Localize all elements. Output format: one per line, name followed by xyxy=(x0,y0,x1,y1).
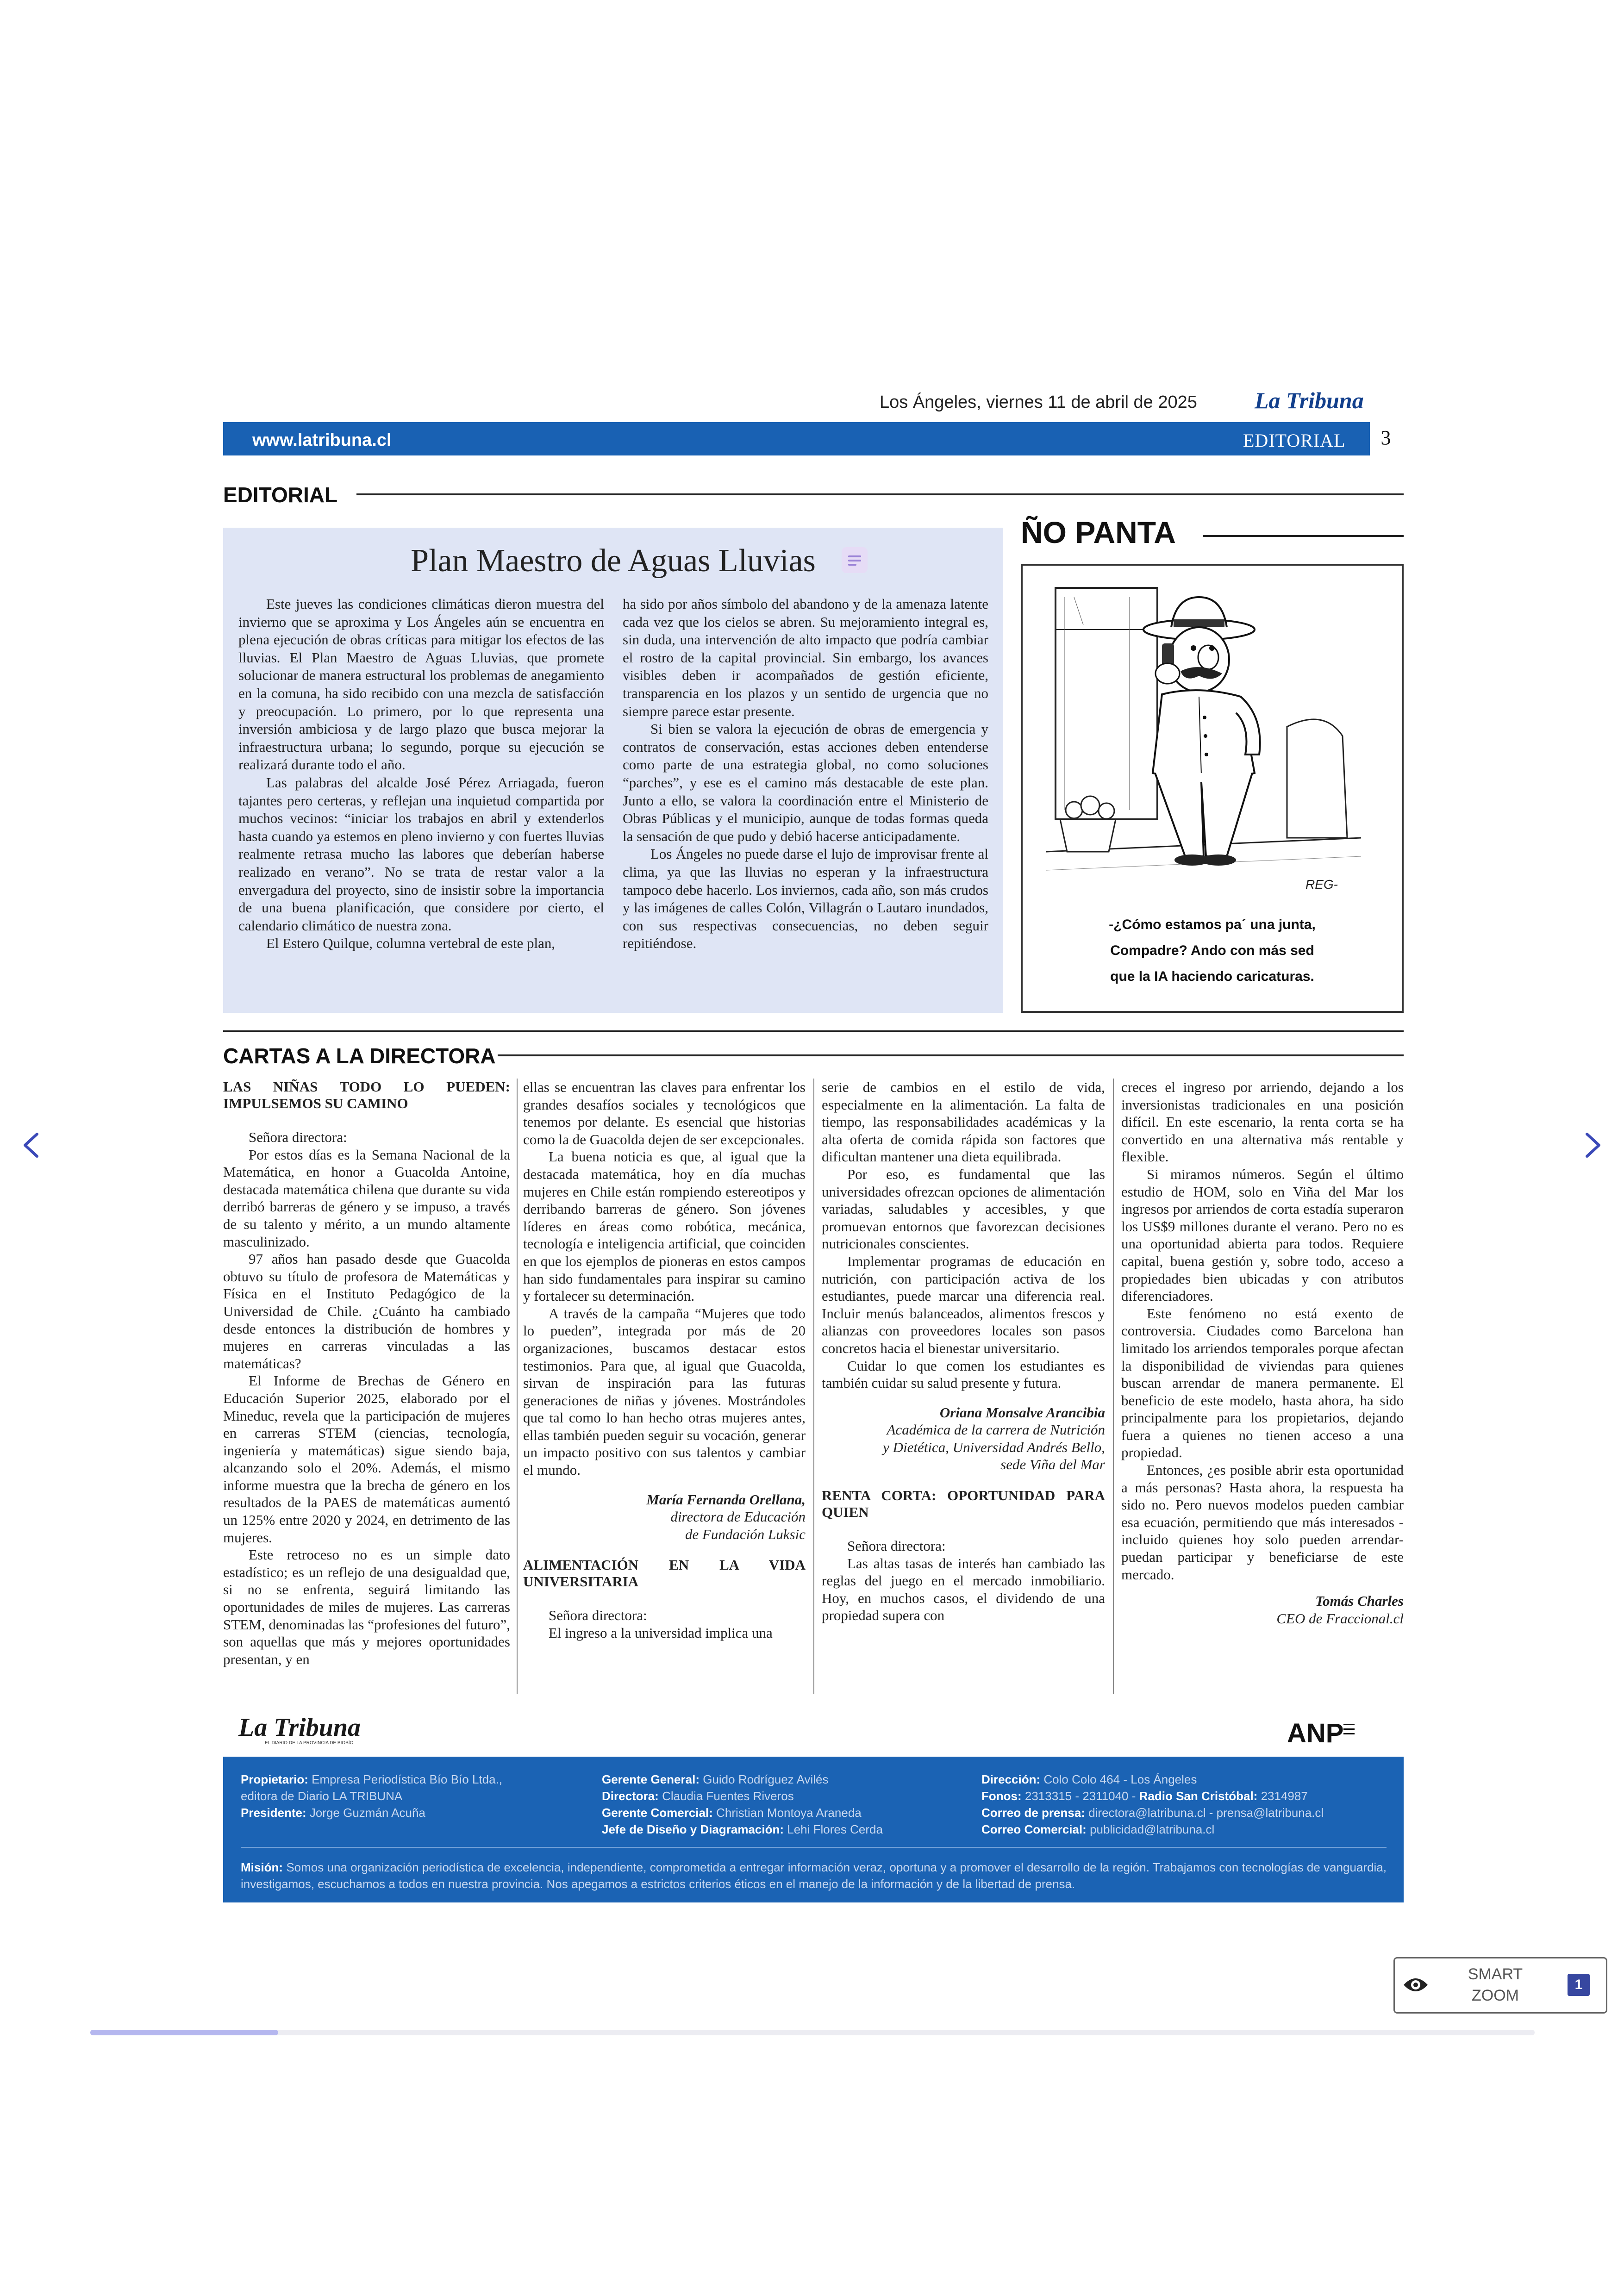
editorial-column-1 xyxy=(238,595,604,953)
eye-icon xyxy=(1403,1975,1429,1995)
letter-paragraph: Por eso, es fundamental que las universidades ofrezcan opciones de alimentación variadas, saludables y accesibles, y que promuevan entornos que favorezcan decisiones nutricionales conscientes. xyxy=(822,1166,1105,1252)
footer-value: Colo Colo 464 - Los Ángeles xyxy=(1043,1772,1197,1786)
editorial-heading-rule xyxy=(356,493,1404,495)
caption-line: que la IA haciendo caricaturas. xyxy=(1110,969,1314,984)
signature-name: María Fernanda Orellana, xyxy=(646,1491,806,1508)
next-page-arrow-icon[interactable] xyxy=(1579,1131,1606,1159)
footer-value: Jorge Guzmán Acuña xyxy=(309,1806,425,1820)
anp-logo-text: ANP xyxy=(1287,1718,1344,1748)
section-label: EDITORIAL xyxy=(1243,430,1346,451)
cartas-heading: CARTAS A LA DIRECTORA xyxy=(223,1044,496,1068)
footer-key: Propietario: xyxy=(241,1772,308,1786)
letters-column-1 xyxy=(223,1079,510,1668)
footer-value: Guido Rodríguez Avilés xyxy=(703,1772,829,1786)
letter-paragraph: Este retroceso no es un simple dato estadístico; es un reflejo de una desigualdad que, si no se enfrenta, seguirá limitando las oportunidades de miles de mujeres. Las carreras STEM, denominadas las “profesiones del futuro”, son aquellas que más y mejores oportunidades presentan, y en xyxy=(223,1547,510,1667)
nopanta-heading: ÑO PANTA xyxy=(1021,515,1176,549)
caption-line: Compadre? Ando con más sed xyxy=(1110,943,1314,958)
footer-column-3 xyxy=(981,1771,1324,1838)
footer-logo: La Tribuna xyxy=(238,1713,361,1742)
letter-paragraph: 97 años han pasado desde que Guacolda obtuvo su título de profesora de Matemáticas y Física en el Instituto Pedagógico de la Universidad de Chile. ¿Cuánto ha cambiado desde entonces la distribución de hombres y mujeres en carreras vinculadas a las matemáticas? xyxy=(223,1251,510,1372)
letter-paragraph: ellas se encuentran las claves para enfrentar los grandes desafíos sociales y tecnológicos que tenemos por delante. Es esencial que historias como la de Guacolda dejen de ser excepcionales. xyxy=(523,1079,806,1148)
footer-key: Directora: xyxy=(602,1789,659,1803)
letter-signature xyxy=(523,1491,806,1543)
letter-paragraph: Si miramos números. Según el último estudio de HOM, solo en Viña del Mar los ingresos por arriendos de corta estadía superaron los US$9 millones durante el verano. Pero no es una oportunidad abierta para todos. Requiere capital, buena gestión y, sobre todo, acceso a propiedades bien ubicadas y con atributos diferenciadores. xyxy=(1121,1166,1404,1304)
footer-key: Presidente: xyxy=(241,1806,306,1820)
reading-progress-fill xyxy=(90,2030,278,2035)
editorial-column-2 xyxy=(623,595,988,953)
caption-line: -¿Cómo estamos pa´ una junta, xyxy=(1109,917,1316,932)
letter-paragraph: El Informe de Brechas de Género en Educación Superior 2025, elaborado por el Mineduc, revela que la participación de mujeres en carreras STEM (ciencias, tecnología, ingeniería y matemáticas) sigue siendo baja, alcanzando solo el 20%. Además, el mismo informe muestra que la brecha de género en los resultados de la PAES de matemáticas aumentó un 125% entre 2020 y 2024, en detrimento de las mujeres. xyxy=(223,1372,510,1546)
footer-mission xyxy=(241,1859,1387,1892)
column-divider xyxy=(517,1079,518,1694)
prev-page-arrow-icon[interactable] xyxy=(18,1131,45,1159)
footer-value: Claudia Fuentes Riveros xyxy=(662,1789,794,1803)
letter-title: LAS NIÑAS TODO LO PUEDEN: IMPULSEMOS SU CAMINO xyxy=(223,1079,510,1111)
footer-email-link[interactable]: directora@latribuna.cl - prensa@latribuna.cl xyxy=(1088,1806,1324,1820)
signature-org: sede Viña del Mar xyxy=(1000,1456,1105,1473)
footer-key: Misión: xyxy=(241,1860,283,1874)
letter-signature xyxy=(822,1404,1105,1473)
signature-org: y Dietética, Universidad Andrés Bello, xyxy=(883,1439,1105,1455)
signature-name: Tomás Charles xyxy=(1315,1593,1404,1609)
letter-paragraph: Entonces, ¿es posible abrir esta oportunidad a más personas? Hasta ahora, la respuesta ha sido no. Pero nuevos modelos pueden cambiar esa ecuación, permitiendo que más interesados -incluido quienes hoy solo pueden arrendar- puedan participar y beneficiarse de este mercado. xyxy=(1121,1462,1404,1583)
reading-progress-track[interactable] xyxy=(90,2030,1535,2035)
footer-rule xyxy=(241,1847,1387,1848)
smart-zoom-label-line: SMART xyxy=(1468,1965,1523,1983)
cartoonist-signature: REG- xyxy=(1305,877,1338,892)
footer-value: Somos una organización periodística de excelencia, independiente, comprometida a entregar información veraz, oportuna y a promover el desarrollo de la región. Trabajamos con tecnologías de vanguardia, investigamos, escuchamos a todos en nuestra provincia. Nos apegamos a estrictos criterios éticos en el manejo de la información y de la libertad de prensa. xyxy=(241,1860,1387,1891)
header-logo: La Tribuna xyxy=(1255,387,1364,413)
column-divider xyxy=(813,1079,814,1694)
editorial-title: Plan Maestro de Aguas Lluvias xyxy=(411,543,816,579)
footer-key: Gerente Comercial: xyxy=(602,1806,713,1820)
footer-value: 2313315 - 2311040 - xyxy=(1024,1789,1136,1803)
signature-org: de Fundación Luksic xyxy=(685,1526,806,1542)
letters-column-3 xyxy=(822,1079,1105,1624)
editorial-paragraph: Este jueves las condiciones climáticas dieron muestra del invierno que se aproxima y Los Ángeles aún se encuentra en plena ejecución de obras críticas para mitigar los efectos de las lluvias. El Plan Maestro de Aguas Lluvias, que promete solucionar de manera estructural los problemas de anegamiento en la comuna, ha sido recibido con una mezcla de satisfacción y preocupación. Lo primero, por lo que representa una inversión ambiciosa y de largo plazo que busca mejorar la infraestructura urbana; lo segundo, porque su ejecución se realizará durante todo el año. xyxy=(238,596,604,773)
letter-title: ALIMENTACIÓN EN LA VIDA UNIVERSITARIA xyxy=(523,1557,806,1590)
letter-salutation: Señora directora: xyxy=(549,1607,647,1624)
letter-paragraph: serie de cambios en el estilo de vida, especialmente en la alimentación. La falta de tiempo, las responsabilidades académicas y la alta oferta de comida rápida son factores que dificultan mantener una dieta equilibrada. xyxy=(822,1079,1105,1165)
letter-signature xyxy=(1121,1592,1404,1627)
letter-paragraph: Por estos días es la Semana Nacional de la Matemática, en honor a Guacolda Antoine, destacada matemática chilena que durante su vida derribó barreras de género y se impuso, a través de su talento y mérito, a un mundo altamente masculinizado. xyxy=(223,1146,510,1250)
footer-value: Lehi Flores Cerda xyxy=(787,1822,883,1836)
letter-paragraph: Cuidar lo que comen los estudiantes es también cuidar su salud presente y futura. xyxy=(822,1357,1105,1391)
footer-value: Christian Montoya Araneda xyxy=(716,1806,862,1820)
editorial-paragraph: Si bien se valora la ejecución de obras de emergencia y contratos de conservación, estas acciones deben entenderse como parte de una estrategia global, no como soluciones “parches”, y ese es el camino más destacable de este plan. Junto a ello, se valora la coordinación entre el Ministerio de Obras Públicas y el municipio, aunque de todas formas queda la sensación de que pudo y debió hacerse anticipadamente. xyxy=(623,721,988,844)
header-date: Los Ángeles, viernes 11 de abril de 2025 xyxy=(880,393,1197,412)
section-divider xyxy=(223,1030,1404,1032)
footer-value: editora de Diario LA TRIBUNA xyxy=(241,1789,403,1803)
footer-key: Correo de prensa: xyxy=(981,1806,1085,1820)
editorial-paragraph: Los Ángeles no puede darse el lujo de improvisar frente al clima, ya que las lluvias no esperan y la infraestructura tampoco debe hacerlo. Los inviernos, cada año, son más crudos y las imágenes de calles Colón, Villagrán o Lautaro inundados, con sus respectivas consecuencias, no deben seguir repitiéndose. xyxy=(623,846,988,952)
cartas-heading-rule xyxy=(498,1054,1404,1056)
footer-key: Fonos: xyxy=(981,1789,1022,1803)
footer-logo-subtitle: EL DIARIO DE LA PROVINCIA DE BIOBÍO xyxy=(265,1740,354,1746)
footer-column-2 xyxy=(602,1771,883,1838)
signature-name: Oriana Monsalve Arancibia xyxy=(939,1404,1105,1421)
note-icon[interactable] xyxy=(842,547,868,573)
letters-column-2 xyxy=(523,1079,806,1642)
page-number: 3 xyxy=(1380,426,1391,449)
letters-column-4 xyxy=(1121,1079,1404,1627)
letter-paragraph: A través de la campaña “Mujeres que todo lo pueden”, integrada por más de 20 organizaciones, buscamos destacar estos testimonios. Para que, al igual que Guacolda, sirvan de inspiración para las futuras generaciones de niñas y jóvenes. Mostrándoles que tal como lo han hecho otras mujeres antes, ellas también pueden seguir su vocación, generar un impacto positivo con sus talentos y cambiar el mundo. xyxy=(523,1305,806,1478)
column-divider xyxy=(1113,1079,1114,1694)
letter-paragraph: La buena noticia es que, al igual que la destacada matemática, hoy en día muchas mujeres en Chile están rompiendo estereotipos y derribando barreras de género. Son jóvenes líderes en áreas como robótica, mecánica, tecnología e inteligencia artificial, que coinciden en que los ejemplos de pioneras en estos campos han sido fundamentales para inspirar su camino y fortalecer su determinación. xyxy=(523,1148,806,1304)
footer-key: Correo Comercial: xyxy=(981,1822,1087,1836)
footer-key: Jefe de Diseño y Diagramación: xyxy=(602,1822,784,1836)
letter-paragraph: Este fenómeno no está exento de controversia. Ciudades como Barcelona han limitado los arriendos temporales porque afectan la disponibilidad de viviendas para quienes buscan arrendar de manera permanente. El beneficio de este modelo, hasta ahora, ha sido principalmente para los propietarios, dejando fuera a quienes no tienen acceso a una propiedad. xyxy=(1121,1305,1404,1461)
signature-role: Académica de la carrera de Nutrición xyxy=(887,1422,1105,1438)
footer-value: Empresa Periodística Bío Bío Ltda., xyxy=(312,1772,503,1786)
smart-zoom-label xyxy=(1461,1964,1530,2006)
footer-column-1 xyxy=(241,1771,502,1821)
editorial-paragraph: Las palabras del alcalde José Pérez Arriagada, fueron tajantes pero certeras, y reflejan una inquietud compartida por muchos vecinos: “iniciar los trabajos en abril y extenderlos hasta cuando ya estemos en pleno invierno y con fuertes lluvias realmente retrasa mucho las labores que deberían haberse realizado en verano”. No se trata de restar valor a la envergadura del proyecto, sino de insistir sobre la importancia de una buena planificación, que considere por cierto, el calendario climático de nuestra zona. xyxy=(238,774,604,934)
anp-logo xyxy=(1287,1715,1356,1748)
cartoon-caption xyxy=(1023,912,1401,990)
footer-key: Gerente General: xyxy=(602,1772,700,1786)
signature-role: directora de Educación xyxy=(670,1509,806,1525)
footer-key: Dirección: xyxy=(981,1772,1041,1786)
footer-key: Radio San Cristóbal: xyxy=(1139,1789,1258,1803)
footer-email-link[interactable]: publicidad@latribuna.cl xyxy=(1090,1822,1215,1836)
signature-role: CEO de Fraccional.cl xyxy=(1276,1610,1404,1627)
letter-paragraph: El ingreso a la universidad implica una xyxy=(549,1625,773,1641)
letter-salutation: Señora directora: xyxy=(847,1538,946,1554)
letter-paragraph: creces el ingreso por arriendo, dejando a los inversionistas tradicionales en una posición difícil. En este escenario, la renta corta se ha convertido en una alternativa más rentable y flexible. xyxy=(1121,1079,1404,1165)
letter-paragraph: Implementar programas de educación en nutrición, con participación activa de los estudiantes, puede marcar una diferencia real. Incluir menús balanceados, alimentos frescos y alianzas con proveedores locales son pasos concretos hacia el bienestar universitario. xyxy=(822,1253,1105,1356)
nopanta-heading-rule xyxy=(1203,535,1404,537)
editorial-paragraph: ha sido por años símbolo del abandono y de la amenaza latente cada vez que los cielos se abren. Su mejoramiento integral es, sin duda, una intervención de alto impacto que podría cambiar el rostro de la capital provincial. Sin embargo, los avances visibles deben ir acompañados de gestión eficiente, transparencia en los plazos y un sentido de urgencia que no siempre parece estar presente. xyxy=(623,596,988,719)
page-badge: 1 xyxy=(1568,1974,1590,1996)
header-bar xyxy=(223,422,1404,455)
footer-value: 2314987 xyxy=(1261,1789,1308,1803)
cartoon-drawing xyxy=(1046,579,1361,898)
smart-zoom-label-line: ZOOM xyxy=(1472,1987,1519,2004)
letter-salutation: Señora directora: xyxy=(249,1129,347,1145)
letter-title: RENTA CORTA: OPORTUNIDAD PARA QUIEN xyxy=(822,1487,1105,1521)
site-url-link[interactable]: www.latribuna.cl xyxy=(252,430,392,450)
editorial-paragraph: El Estero Quilque, columna vertebral de este plan, xyxy=(266,935,556,952)
letter-paragraph: Las altas tasas de interés han cambiado las reglas del juego en el mercado inmobiliario. Hoy, en muchos casos, el dividendo de una propiedad supera con xyxy=(822,1555,1105,1624)
editorial-heading: EDITORIAL xyxy=(223,483,338,507)
